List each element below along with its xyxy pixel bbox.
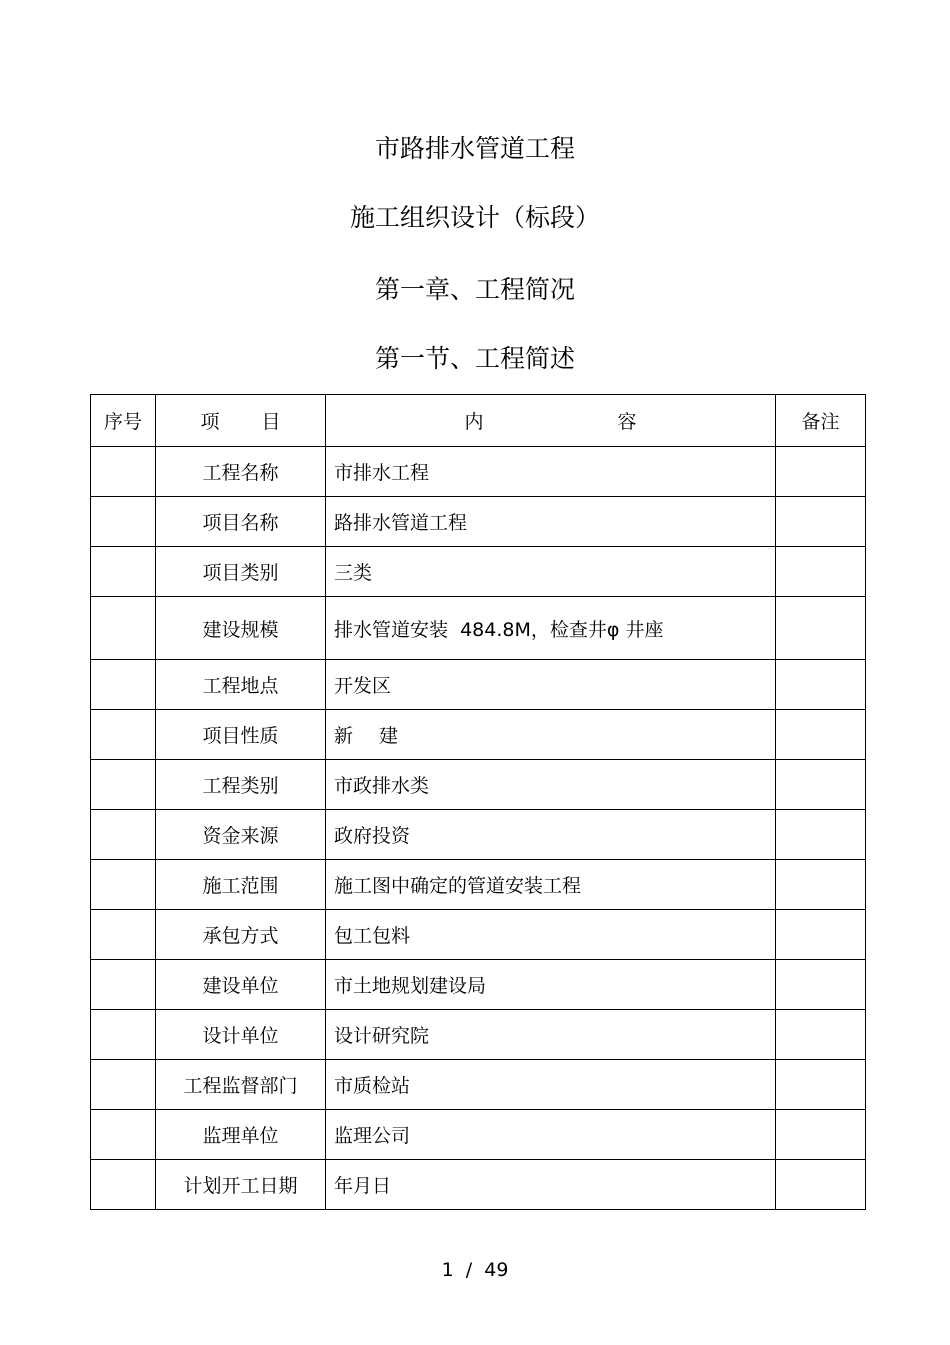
row-content-cell: 设计研究院 <box>326 1010 776 1060</box>
row-no-cell <box>91 1060 156 1110</box>
row-remark-cell <box>776 447 866 497</box>
row-content-cell: 包工包料 <box>326 910 776 960</box>
row-item-cell: 项目名称 <box>156 497 326 547</box>
table-row <box>91 1160 866 1210</box>
header-content <box>326 395 776 447</box>
table-row <box>91 910 866 960</box>
row-item-cell: 工程类别 <box>156 760 326 810</box>
row-content-cell: 三类 <box>326 547 776 597</box>
row-remark-cell <box>776 547 866 597</box>
row-item-cell: 项目性质 <box>156 710 326 760</box>
row-item-cell: 施工范围 <box>156 860 326 910</box>
row-item-cell: 工程监督部门 <box>156 1060 326 1110</box>
table-row <box>91 760 866 810</box>
row-remark-cell <box>776 660 866 710</box>
row-no-cell <box>91 660 156 710</box>
row-content-cell: 路排水管道工程 <box>326 497 776 547</box>
row-no-cell <box>91 710 156 760</box>
row-item-cell: 计划开工日期 <box>156 1160 326 1210</box>
row-item-cell: 建设规模 <box>156 597 326 660</box>
row-no-cell <box>91 1010 156 1060</box>
header-item-char-1: 项 <box>200 411 220 433</box>
header-no: 序号 <box>91 395 156 447</box>
row-no-cell <box>91 960 156 1010</box>
row-content-cell: 开发区 <box>326 660 776 710</box>
row-remark-cell <box>776 960 866 1010</box>
table-row <box>91 710 866 760</box>
table-row <box>91 497 866 547</box>
row-content-cell: 市土地规划建设局 <box>326 960 776 1010</box>
row-remark-cell <box>776 860 866 910</box>
row-no-cell <box>91 910 156 960</box>
table-row <box>91 597 866 660</box>
row-item-cell: 资金来源 <box>156 810 326 860</box>
table-row <box>91 1060 866 1110</box>
row-content-cell: 排水管道安装 484.8M，检查井φ 井座 <box>326 597 776 660</box>
row-remark-cell <box>776 597 866 660</box>
row-item-cell: 工程名称 <box>156 447 326 497</box>
row-no-cell <box>91 810 156 860</box>
header-content-char-2: 容 <box>617 411 637 433</box>
row-no-cell <box>91 1110 156 1160</box>
row-no-cell <box>91 760 156 810</box>
row-content-cell: 市质检站 <box>326 1060 776 1110</box>
table-row <box>91 810 866 860</box>
row-remark-cell <box>776 497 866 547</box>
header-item <box>156 395 326 447</box>
row-item-cell: 监理单位 <box>156 1110 326 1160</box>
table-row <box>91 860 866 910</box>
table-row <box>91 1110 866 1160</box>
row-no-cell <box>91 1160 156 1210</box>
row-remark-cell <box>776 1060 866 1110</box>
row-remark-cell <box>776 1010 866 1060</box>
header-remark: 备注 <box>776 395 866 447</box>
row-item-cell: 承包方式 <box>156 910 326 960</box>
row-remark-cell <box>776 810 866 860</box>
row-content-cell: 政府投资 <box>326 810 776 860</box>
table-row <box>91 1010 866 1060</box>
row-remark-cell <box>776 1160 866 1210</box>
row-no-cell <box>91 547 156 597</box>
chapter-heading: 第一章、工程简况 <box>374 275 575 304</box>
row-no-cell <box>91 860 156 910</box>
row-item-cell: 建设单位 <box>156 960 326 1010</box>
page-number: 1 / 49 <box>441 1259 509 1281</box>
row-item-cell: 项目类别 <box>156 547 326 597</box>
table-row <box>91 660 866 710</box>
row-remark-cell <box>776 760 866 810</box>
table-row <box>91 547 866 597</box>
section-heading: 第一节、工程简述 <box>374 344 575 373</box>
row-content-char-2: 建 <box>378 725 398 747</box>
row-content-cell: 市排水工程 <box>326 447 776 497</box>
document-title: 市路排水管道工程 <box>374 134 575 163</box>
row-remark-cell <box>776 910 866 960</box>
document-subtitle: 施工组织设计（标段） <box>349 203 600 232</box>
header-content-char-1: 内 <box>464 411 484 433</box>
row-content-cell: 监理公司 <box>326 1110 776 1160</box>
row-content-char-1: 新 <box>334 725 354 747</box>
header-item-char-2: 目 <box>261 411 281 433</box>
row-remark-cell <box>776 710 866 760</box>
row-no-cell <box>91 497 156 547</box>
table-row <box>91 960 866 1010</box>
row-remark-cell <box>776 1110 866 1160</box>
project-overview-table <box>90 394 866 1210</box>
table-header-row <box>91 395 866 447</box>
row-no-cell <box>91 597 156 660</box>
row-content-cell: 年月日 <box>326 1160 776 1210</box>
row-content-cell: 施工图中确定的管道安装工程 <box>326 860 776 910</box>
row-item-cell: 工程地点 <box>156 660 326 710</box>
table-row <box>91 447 866 497</box>
row-item-cell: 设计单位 <box>156 1010 326 1060</box>
row-content-cell: 市政排水类 <box>326 760 776 810</box>
row-no-cell <box>91 447 156 497</box>
row-content-cell <box>326 710 776 760</box>
